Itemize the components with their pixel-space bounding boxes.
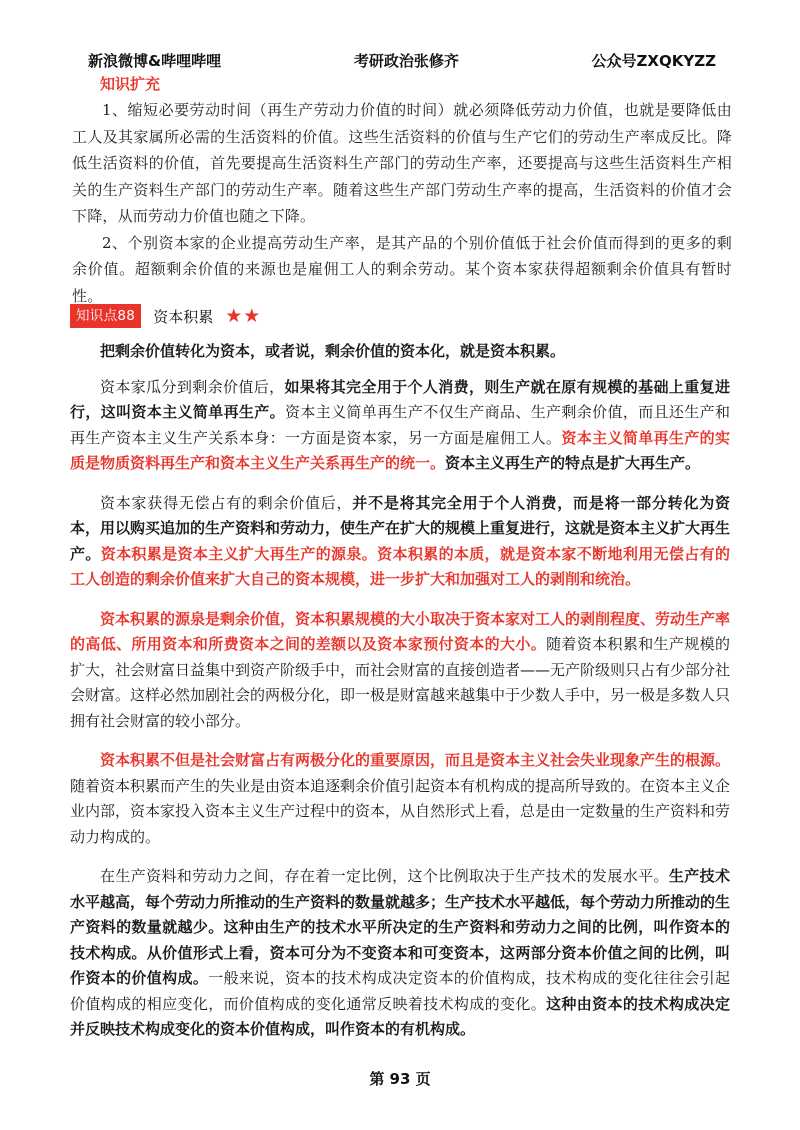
importance-stars-icon: ★★ [225, 305, 262, 327]
knowledge-expansion-heading: 知识扩充 [100, 75, 161, 93]
header-left: 新浪微博&哔哩哔哩 [88, 52, 222, 70]
bold-run: 并不是将其完全用于个人消费，而是将一部分转化为资本，用以购买追加的生产资料和劳动力，使生产在扩大的规模上重复进行，这就是资本主义扩大再生产。 [70, 493, 731, 563]
text-run: 在生产资料和劳动力之间，存在着一定比例，这个比例取决于生产技术的发展水平。 [100, 867, 669, 885]
unemployment-paragraph [70, 748, 730, 850]
text-run: 资本主义简单再生产不仅生产商品、生产剩余价值，而且还生产和再生产资本主义生产关系本身：一方面是资本家，另一方面是雇佣工人。 [70, 403, 730, 447]
text-run: 资本家瓜分到剩余价值后， [100, 377, 285, 396]
text-run: 随着资本积累而产生的失业是由资本追逐剩余价值引起资本有机构成的提高所导致的。在资本主义企业内部，资本家投入资本主义生产过程中的资本，从自然形式上看，总是由一定数量的生产资料和劳动力构成的。 [70, 776, 731, 846]
header-center: 考研政治张修齐 [353, 52, 459, 70]
highlight-run: 资本主义简单再生产的实质是物质资料再生产和资本主义生产关系再生产的统一。 [70, 428, 730, 472]
text-run: 一般来说，资本的技术构成决定资本的价值构成，技术构成的变化往往会引起价值构成的相应变化，而价值构成的变化通常反映着技术构成的变化。 [70, 969, 730, 1013]
expansion-paragraph-2: 2、个别资本家的企业提高劳动生产率，是其产品的个别价值低于社会价值而得到的更多的剩余价值。超额剩余价值的来源也是雇佣工人的剩余劳动。某个资本家获得超额剩余价值具有暂时性。 [72, 233, 732, 305]
bold-run: 从价值形式上看，资本可分为不变资本和可变资本，这两部分资本价值之间的比例，叫作资本的价值构成。 [70, 943, 730, 987]
definition-paragraph [70, 339, 730, 365]
knowledge-point-tag: 知识点88 [70, 304, 141, 328]
highlight-run: 资本积累的本质，就是资本家不断地利用无偿占有的工人创造的剩余价值来扩大自己的资本规模，进一步扩大和加强对工人的剥削和统治。 [70, 544, 730, 588]
knowledge-point-heading [70, 304, 261, 328]
highlight-run: 资本积累的源泉是剩余价值，资本积累规模的大小取决于资本家对工人的剥削程度、劳动生产率的高低、所用资本和所费资本之间的差额以及资本家预付资本的大小。 [70, 609, 731, 653]
text-run: 资本家获得无偿占有的剩余价值后， [100, 493, 353, 512]
highlight-run: 资本积累是资本主义扩大再生产的源泉。 [100, 544, 378, 563]
knowledge-point-title: 资本积累 [153, 307, 214, 326]
simple-reproduction-paragraph [70, 375, 730, 477]
capital-composition-paragraph [70, 864, 730, 1043]
bold-run: 如果将其完全用于个人消费，则生产就在原有规模的基础上重复进行，这叫资本主义简单再生产。 [70, 377, 730, 421]
main-content [70, 339, 730, 1057]
text-run: 随着资本积累和生产规模的扩大，社会财富日益集中到资产阶级手中，而社会财富的直接创造者——无产阶级则只占有少部分社会财富。这样必然加剧社会的两极分化，即一极是财富越来越集中于少数人手中，另一极是多数人只拥有社会财富的较小部分。 [70, 635, 731, 730]
knowledge-expansion-block [72, 97, 732, 309]
page-header [88, 50, 716, 71]
header-right: 公众号ZXQKYZZ [591, 52, 716, 70]
expanded-reproduction-paragraph [70, 491, 730, 593]
bold-run: 这种由生产的技术水平所决定的生产资料和劳动力之间的比例，叫作资本的技术构成。 [70, 918, 730, 962]
definition-text: 把剩余价值转化为资本，或者说，剩余价值的资本化，就是资本积累。 [100, 342, 566, 360]
page-number: 第 93 页 [369, 1070, 431, 1088]
bold-run: 资本主义再生产的特点是扩大再生产。 [445, 454, 701, 472]
bold-run: 生产技术水平越高，每个劳动力所推动的生产资料的数量就越多；生产技术水平越低，每个劳动力所推动的生产资料的数量就越少。 [70, 867, 731, 936]
expansion-paragraph-1: 1、缩短必要劳动时间（再生产劳动力价值的时间）就必须降低劳动力价值，也就是要降低由工人及其家属所必需的生活资料的价值。这些生活资料的价值与生产它们的劳动生产率成反比。降低生活资料的价值，首先要提高生活资料生产部门的劳动生产率，还要提高与这些生活资料生产相关的生产资料生产部门的劳动生产率。随着这些生产部门劳动生产率的提高，生活资料的价值才会下降，从而劳动力价值也随之下降。 [72, 101, 732, 225]
bold-run: 这种由资本的技术构成决定并反映技术构成变化的资本价值构成，叫作资本的有机构成。 [70, 994, 730, 1038]
accumulation-source-paragraph [70, 607, 730, 735]
highlight-run: 资本积累不但是社会财富占有两极分化的重要原因，而且是资本主义社会失业现象产生的根源。 [100, 751, 731, 769]
